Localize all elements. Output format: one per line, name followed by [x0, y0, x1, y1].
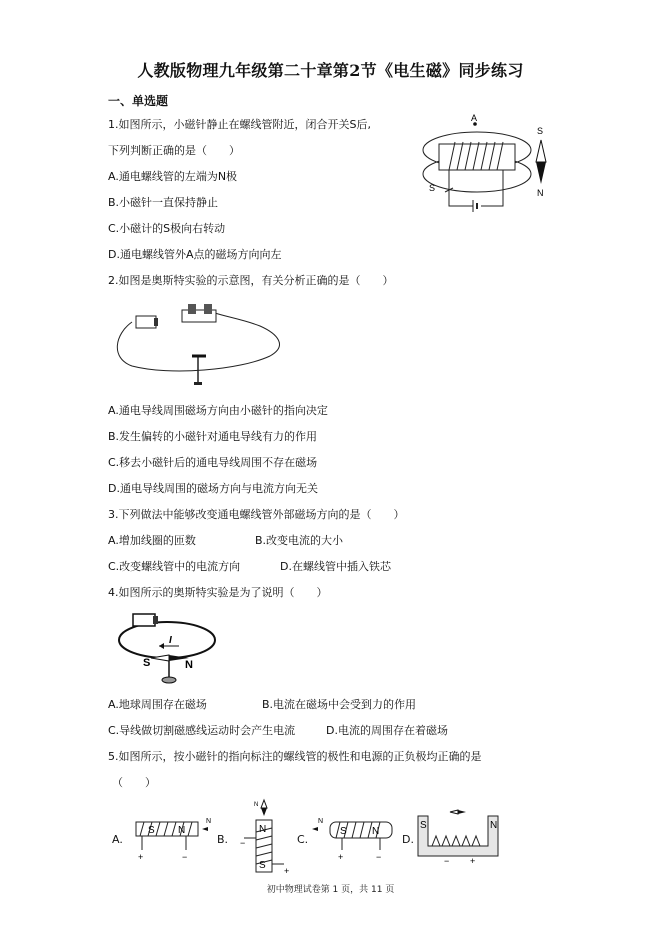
compass-needle-top: [261, 800, 267, 808]
q2-stem: 2.如图是奥斯特实验的示意图，有关分析正确的是（ ）: [108, 274, 394, 287]
pole-right: N: [178, 825, 186, 836]
needle-north-half: [536, 162, 546, 184]
terminal-minus: −: [376, 852, 382, 862]
q3-option-d: D.在螺线管中插入铁芯: [280, 560, 391, 573]
current-label: I: [169, 635, 172, 646]
compass-needle: [202, 827, 208, 831]
q4-option-b: B.电流在磁场中会受到力的作用: [262, 698, 417, 711]
point-a-label: A: [471, 113, 478, 123]
page-title: 人教版物理九年级第二十章第2节《电生磁》同步练习: [137, 61, 524, 80]
q5-figure-c: [310, 810, 400, 862]
terminal-minus: −: [240, 838, 246, 848]
q5-figure-b: [240, 798, 298, 880]
q5-option-a-label: A.: [112, 833, 123, 846]
q2-option-c: C.移去小磁针后的通电导线周围不存在磁场: [108, 456, 318, 469]
switch-post-right: [204, 304, 212, 314]
page-footer: 初中物理试卷第 1 页，共 11 页: [266, 885, 395, 895]
q1-option-c: C.小磁计的S极向右转动: [108, 222, 226, 235]
q5-stem-line2: （ ）: [112, 776, 156, 789]
q5-option-d-label: D.: [402, 833, 414, 846]
circuit-wire: [449, 170, 503, 206]
pole-bottom: S: [259, 860, 266, 871]
needle-label: N: [318, 818, 324, 825]
compass-needle: [312, 827, 318, 831]
pole-left: S: [420, 820, 427, 831]
compass-needle-left: [450, 810, 458, 814]
switch-post-left: [188, 304, 196, 314]
q2-option-d: D.通电导线周围的磁场方向与电流方向无关: [108, 482, 318, 495]
q4-stem: 4.如图所示的奥斯特实验是为了说明（ ）: [108, 586, 328, 599]
pole-top: N: [259, 824, 267, 835]
wire-loop: [119, 622, 215, 658]
q3-option-b: B.改变电流的大小: [255, 534, 344, 547]
needle-label: N: [206, 818, 212, 825]
switch-label: S: [429, 183, 436, 193]
compass-needle-right: [458, 810, 466, 814]
terminal-plus: +: [470, 856, 476, 866]
battery-cell: [136, 316, 156, 328]
pole-left: S: [340, 826, 347, 837]
needle-south-half: [151, 655, 169, 661]
q1-stem-line2: 下列判断正确的是（ ）: [108, 144, 240, 157]
compass-needle-bottom: [261, 808, 267, 816]
needle-south-label: S: [143, 657, 151, 669]
q1-option-d: D.通电螺线管外A点的磁场方向向左: [108, 248, 282, 261]
q4-option-c: C.导线做切割磁感线运动时会产生电流: [108, 724, 296, 737]
q4-option-d: D.电流的周围存在着磁场: [326, 724, 448, 737]
terminal-plus: +: [284, 866, 290, 876]
pole-left: S: [148, 825, 155, 836]
q1-option-a: A.通电螺线管的左端为N极: [108, 170, 238, 183]
solenoid-core: [439, 144, 515, 170]
q5-figure-a: [124, 810, 214, 862]
q5-option-b-label: B.: [217, 833, 229, 846]
q4-oersted-figure: [115, 606, 225, 688]
coil-windings: [432, 836, 480, 846]
terminal-plus: +: [138, 852, 144, 862]
battery-cell: [133, 614, 155, 626]
needle-stand-base: [194, 382, 202, 385]
needle-south-half: [536, 140, 546, 162]
needle-stand-base: [162, 677, 176, 683]
section-heading: 一、单选题: [108, 94, 169, 108]
needle-north-label: N: [537, 188, 544, 198]
pole-right: N: [490, 820, 498, 831]
q2-option-b: B.发生偏转的小磁针对通电导线有力的作用: [108, 430, 318, 443]
q1-option-b: B.小磁针一直保持静止: [108, 196, 219, 209]
terminal-minus: −: [182, 852, 188, 862]
q3-option-c: C.改变螺线管中的电流方向: [108, 560, 241, 573]
q1-stem-line1: 1.如图所示，小磁针静止在螺线管附近，闭合开关S后,: [108, 118, 371, 131]
current-arrowhead: [159, 643, 164, 649]
q5-figure-d: [412, 806, 504, 866]
terminal-plus: +: [338, 852, 344, 862]
battery-terminal: [153, 616, 158, 624]
q3-option-a: A.增加线圈的匝数: [108, 534, 196, 547]
q5-option-c-label: C.: [297, 833, 309, 846]
needle-label: N: [254, 802, 259, 808]
u-shaped-core: [418, 816, 498, 856]
q5-stem-line1: 5.如图所示，按小磁针的指向标注的螺线管的极性和电源的正负极均正确的是: [108, 750, 482, 763]
q2-option-a: A.通电导线周围磁场方向由小磁针的指向决定: [108, 404, 328, 417]
needle-south-label: S: [537, 126, 544, 136]
q1-solenoid-figure: [415, 112, 565, 218]
q4-option-a: A.地球周围存在磁场: [108, 698, 207, 711]
pole-right: N: [372, 826, 380, 837]
terminal-minus: −: [444, 856, 450, 866]
q2-oersted-figure: [110, 296, 285, 396]
battery-terminal: [154, 318, 158, 326]
needle-north-label: N: [185, 659, 193, 671]
q3-stem: 3.下列做法中能够改变通电螺线管外部磁场方向的是（ ）: [108, 508, 405, 521]
